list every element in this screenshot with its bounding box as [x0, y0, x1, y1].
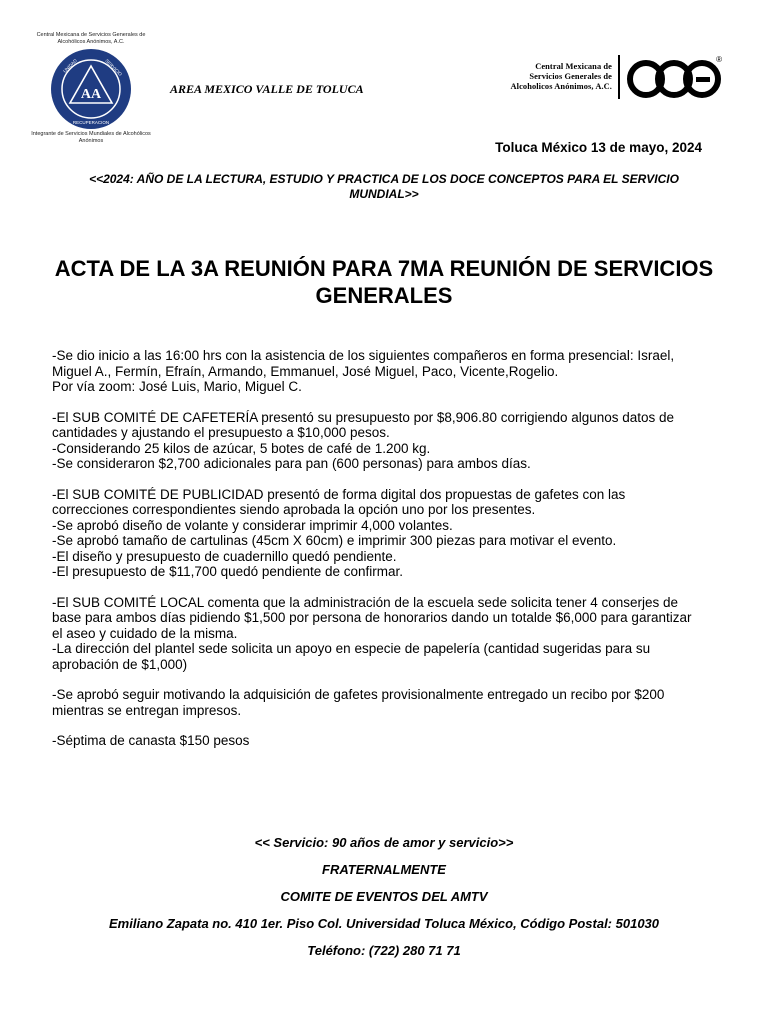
cmsg-emblem-icon — [626, 53, 726, 101]
footer-phone: Teléfono: (722) 280 71 71 — [307, 943, 461, 958]
text-line: -Se dio inicio a las 16:00 hrs con la asistencia de los siguientes compañeros en forma presencial: Israel, — [52, 348, 675, 363]
text-line: base para ambos días pidiendo $1,500 por persona de honorarios dando un totalde $6,000 para garantizar — [52, 610, 692, 625]
area-name: AREA MEXICO VALLE DE TOLUCA — [170, 82, 364, 96]
paragraph-cafeteria — [52, 410, 722, 472]
text-line: correcciones correspondientes siendo aprobada la opción uno por los presentes. — [52, 502, 536, 517]
right-logo-text — [484, 62, 612, 92]
right-logo-line: Alcoholicos Anónimos, A.C. — [510, 82, 612, 91]
seal-ring-bottom: RECUPERACION — [72, 120, 110, 125]
text-line: -Se consideraron $2,700 adicionales para pan (600 personas) para ambos días. — [52, 456, 531, 471]
seal-letters: AA — [80, 87, 102, 102]
paragraph-local — [52, 595, 722, 673]
logo-divider — [618, 55, 620, 99]
text-line: -Considerando 25 kilos de azúcar, 5 botes de café de 1.200 kg. — [52, 440, 431, 456]
paragraph-attendance — [52, 348, 722, 395]
footer-committee: COMITE DE EVENTOS DEL AMTV — [280, 889, 488, 904]
document-date: Toluca México 13 de mayo, 2024 — [495, 140, 702, 155]
paragraph-gafetes — [52, 687, 722, 718]
paragraph-septima — [52, 733, 722, 749]
right-logo-line: Central Mexicana de — [535, 62, 612, 71]
text-line: el aseo y cuidado de la misma. — [52, 625, 238, 641]
text-line: cantidades y ajustando el presupuesto a $10,000 pesos. — [52, 425, 390, 440]
text-line: -El SUB COMITÉ DE CAFETERÍA presentó su presupuesto por $8,906.80 corrigiendo algunos datos de — [52, 409, 675, 425]
year-motto: <<2024: AÑO DE LA LECTURA, ESTUDIO Y PRACTICA DE LOS DOCE CONCEPTOS PARA EL SERVICIO MUNDIAL>> — [89, 172, 679, 201]
minutes-body — [52, 348, 722, 764]
text-line: Por vía zoom: José Luis, Mario, Miguel C. — [52, 379, 302, 394]
text-line: -El presupuesto de $11,700 quedó pendiente de confirmar. — [52, 564, 403, 579]
registered-mark: ® — [716, 55, 722, 64]
right-logo — [484, 48, 734, 106]
left-logo — [30, 32, 152, 144]
footer — [40, 834, 728, 969]
text-line: -El SUB COMITÉ LOCAL comenta que la administración de la escuela sede solicita tener 4 conserjes de — [52, 594, 679, 610]
aa-seal-icon — [49, 47, 133, 131]
text-line: Miguel A., Fermín, Efraín, Armando, Emmanuel, José Miguel, Paco, Vicente,Rogelio. — [52, 363, 559, 379]
left-logo-caption-top: Central Mexicana de Servicios Generales de Alcohólicos Anónimos, A.C. — [36, 32, 146, 45]
footer-service: << Servicio: 90 años de amor y servicio>> — [254, 835, 514, 850]
text-line: -Se aprobó seguir motivando la adquisición de gafetes provisionalmente entregado un recibo por $200 — [52, 687, 665, 702]
seal-ring-left: UNIDAD — [62, 57, 78, 74]
text-line: -Se aprobó diseño de volante y considerar imprimir 4,000 volantes. — [52, 517, 453, 533]
page-title: ACTA DE LA 3A REUNIÓN PARA 7MA REUNIÓN DE SERVICIOS GENERALES — [54, 256, 714, 308]
text-line: aprobación de $1,000) — [52, 656, 188, 672]
text-line: -El diseño y presupuesto de cuadernillo quedó pendiente. — [52, 548, 397, 564]
right-logo-line: Servicios Generales de — [529, 72, 612, 81]
text-line: mientras se entregan impresos. — [52, 702, 242, 718]
text-line: -La dirección del plantel sede solicita un apoyo en especie de papelería (cantidad sugeridas para su — [52, 641, 651, 656]
footer-address: Emiliano Zapata no. 410 1er. Piso Col. Universidad Toluca México, Código Postal: 501030 — [108, 916, 660, 931]
text-line: -Se aprobó tamaño de cartulinas (45cm X 60cm) e imprimir 300 piezas para motivar el evento. — [52, 533, 617, 548]
text-line: -El SUB COMITÉ DE PUBLICIDAD presentó de forma digital dos propuestas de gafetes con las — [52, 486, 626, 502]
footer-closing: FRATERNALMENTE — [322, 862, 446, 877]
paragraph-publicidad — [52, 487, 722, 580]
text-line: -Séptima de canasta $150 pesos — [52, 733, 250, 748]
left-logo-caption-bottom: Integrante de Servicios Mundiales de Alcohólicos Anónimos — [31, 131, 151, 144]
seal-ring-right: SERVICIO — [104, 58, 123, 77]
